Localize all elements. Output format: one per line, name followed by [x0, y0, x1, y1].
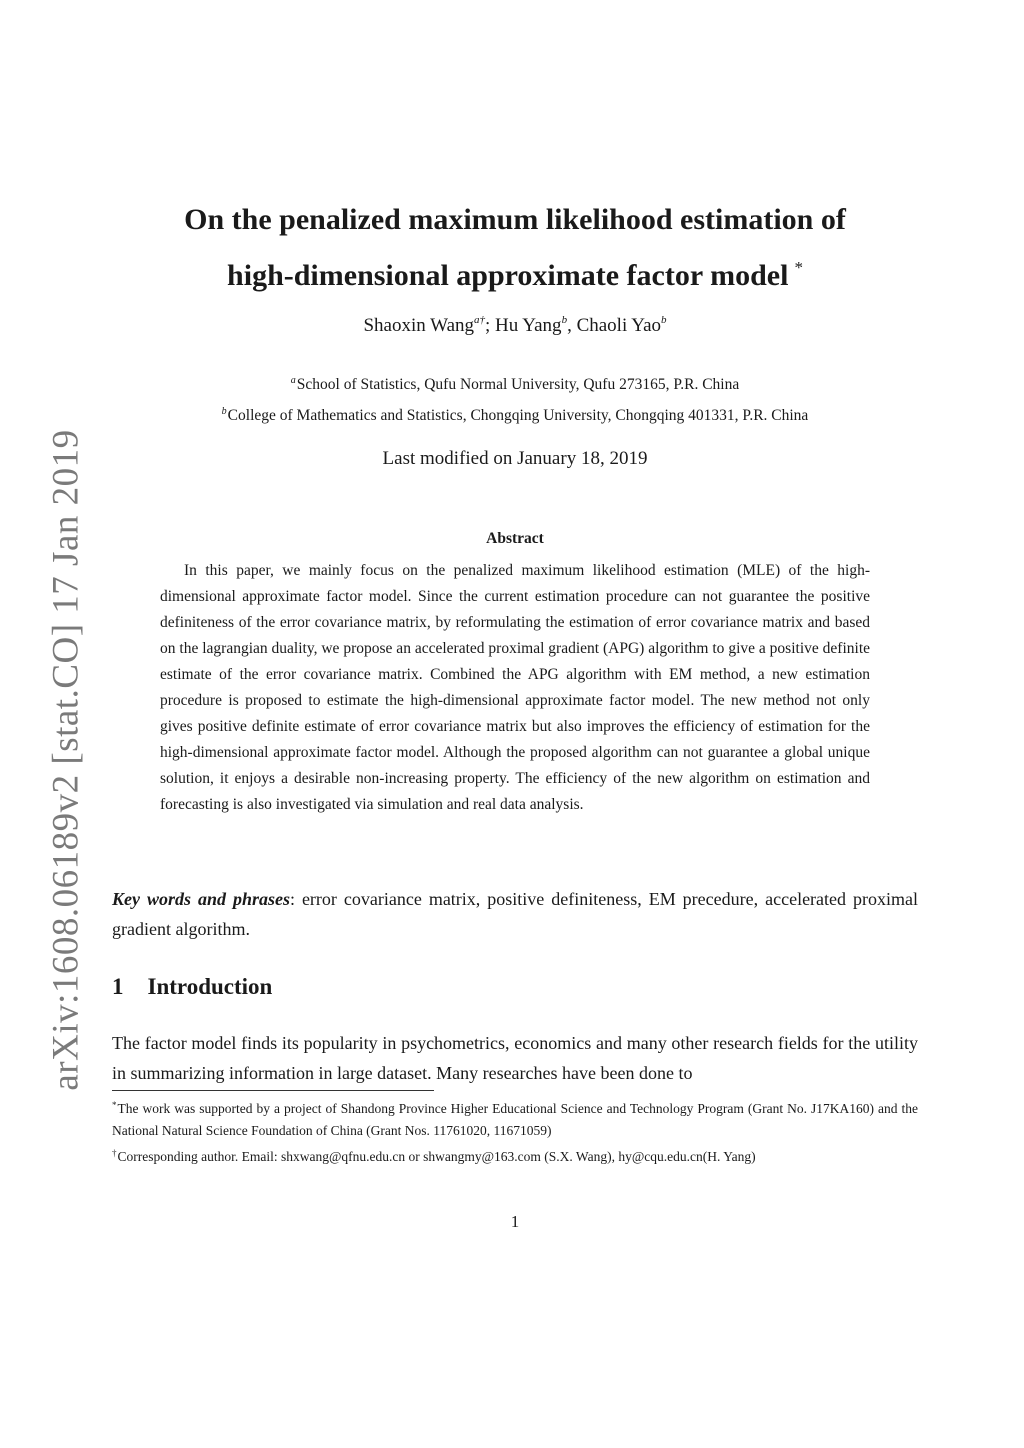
abstract-text: In this paper, we mainly focus on the penalized maximum likelihood estimation (MLE) of the high-dimensional approximate factor model. Since the current estimation procedure can not guarantee the positive definiteness of the error covariance matrix, by reformulating the estimation of error covariance matrix and based on the lagrangian duality, we propose an accelerated proximal gradient (APG) algorithm to give a positive definite estimate of the error covariance matrix. Combined the APG algorithm with EM method, a new estimation procedure is proposed to estimate the high-dimensional approximate factor model. The new method not only gives positive definite estimate of error covariance matrix but also improves the efficiency of estimation for the high-dimensional approximate factor model. Although the proposed algorithm can not guarantee a global unique solution, it enjoys a desirable non-increasing property. The efficiency of the new algorithm on estimation and forecasting is also investigated via simulation and real data analysis.	[160, 562, 870, 813]
author-affiliation-mark: b	[661, 314, 667, 326]
author-name: Shaoxin Wang	[363, 315, 474, 336]
affiliation-text: School of Statistics, Qufu Normal University, Qufu 273165, P.R. China	[296, 376, 740, 393]
author-separator: ;	[485, 315, 496, 336]
affiliation-a	[112, 375, 918, 394]
footnote-mark: *	[112, 1100, 117, 1110]
footnote-divider	[112, 1090, 434, 1091]
title-line-1: On the penalized maximum likelihood estimation of	[184, 203, 846, 236]
footnote-corresponding-author	[112, 1142, 918, 1168]
author-separator: ,	[567, 315, 577, 336]
footnote-text: Corresponding author. Email: shxwang@qfnu.edu.cn or shwangmy@163.com (S.X. Wang), hy@cqu.edu.cn(H. Yang)	[117, 1149, 756, 1164]
footnote-text: The work was supported by a project of Shandong Province Higher Educational Science and Technology Program (Grant No. J17KA160) and the National Natural Science Foundation of China (Grant Nos. 11761020, 11671059)	[112, 1101, 918, 1138]
section-heading-introduction	[112, 974, 272, 1000]
title-line-2: high-dimensional approximate factor model	[227, 259, 789, 292]
arxiv-identifier-stamp[interactable]: arXiv:1608.06189v2 [stat.CO] 17 Jan 2019	[45, 429, 87, 1091]
last-modified-date: Last modified on January 18, 2019	[382, 448, 648, 469]
affiliation-text: College of Mathematics and Statistics, Chongqing University, Chongqing 401331, P.R. China	[227, 407, 809, 424]
affiliation-mark: b	[221, 406, 227, 417]
keywords-paragraph	[112, 884, 918, 944]
section-number: 1	[112, 974, 124, 999]
author-name: Hu Yang	[495, 315, 562, 336]
paper-title	[112, 196, 918, 300]
keywords-text: : error covariance matrix, positive definiteness, EM precedure, accelerated proximal gradient algorithm.	[112, 889, 918, 939]
affiliation-b	[112, 406, 918, 425]
author-affiliation-mark: b	[561, 314, 568, 326]
section-title: Introduction	[147, 974, 273, 999]
author-name: Chaoli Yao	[576, 315, 662, 336]
title-footnote-mark: *	[794, 258, 803, 277]
footnote-funding	[112, 1094, 918, 1142]
author-list	[112, 314, 918, 337]
affiliation-mark: a	[290, 375, 296, 386]
introduction-text: The factor model finds its popularity in psychometrics, economics and many other research fields for the utility in summarizing information in large dataset. Many researches have been done to	[112, 1033, 918, 1083]
abstract-heading: Abstract	[486, 530, 544, 547]
keywords-label: Key words and phrases	[112, 889, 290, 909]
author-affiliation-mark: a†	[474, 314, 485, 326]
page-number: 1	[510, 1212, 520, 1231]
footnotes	[112, 1094, 918, 1168]
footnote-mark: †	[112, 1148, 117, 1158]
